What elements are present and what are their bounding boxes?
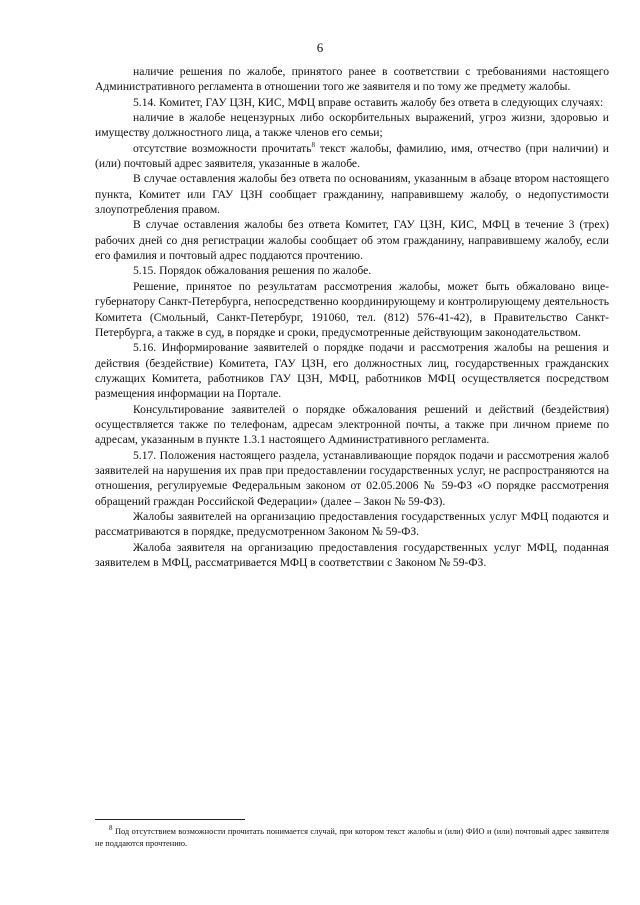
footnote-mark: 8 [109,824,113,833]
paragraph: 5.15. Порядок обжалования решения по жалобе. [133,264,372,278]
paragraph: наличие в жалобе нецензурных либо оскорбительных выражений, угроз жизни, здоровью и имуществу должностного лица, а также членов его семьи; [95,111,609,140]
paragraph-text: текст жалобы, фамилию, имя, отчество (при наличии) и (или) почтовый адрес заявителя, указанные в жалобе. [95,141,609,171]
paragraph: 5.16. Информирование заявителей о порядке подачи и рассмотрения жалобы на решения и действия (бездействие) Комитета, ГАУ ЦЗН, его должностных лиц, государственных гражданских служащих Комитета, работников ГАУ ЦЗН, МФЦ, работников МФЦ осуществляется посредством размещения информации на Портале. [95,341,609,401]
document-body [95,64,609,570]
page-number: 6 [316,40,324,55]
paragraph-text: отсутствие возможности прочитать [133,141,312,155]
footnote-divider [95,819,245,820]
paragraph: Решение, принятое по результатам рассмотрения жалобы, может быть обжаловано вице-губернатору Санкт-Петербурга, непосредственно координирующему и контролирующему деятельность Комитета (Смольный, Санкт-Петербург, 191060, тел. (812) 576-41-42), в Правительство Санкт-Петербурга, а также в суд, в порядке и сроки, предусмотренные действующим законодательством. [95,279,609,339]
paragraph: Жалоба заявителя на организацию предоставления государственных услуг МФЦ, поданная заявителем в МФЦ, рассматривается МФЦ в соответствии с Законом № 59-ФЗ. [95,540,609,569]
paragraph: Жалобы заявителей на организацию предоставления государственных услуг МФЦ подаются и рассматриваются в порядке, предусмотренном Законом № 59-ФЗ. [95,509,609,539]
paragraph: В случае оставления жалобы без ответа Комитет, ГАУ ЦЗН, КИС, МФЦ в течение 3 (трех) рабочих дней со дня регистрации жалобы сообщает об этом гражданину, направившему жалобу, если его фамилия и почтовый адрес поддаются прочтению. [95,218,609,263]
paragraph: 5.14. Комитет, ГАУ ЦЗН, КИС, МФЦ вправе оставить жалобу без ответа в следующих случаях: [133,95,604,109]
footnote-text: Под отсутствием возможности прочитать понимается случай, при котором текст жалобы и (или) ФИО и (или) почтовый адрес заявителя не поддаются прочтению. [95,827,609,848]
paragraph-with-footnote [95,141,609,172]
footnote-reference: 8 [311,140,316,149]
paragraph: 5.17. Положения настоящего раздела, устанавливающие порядок подачи и рассмотрения жалоб заявителей на нарушения их прав при предоставлении государственных услуг, не распространяются на отношения, регулируемые Федеральным законом от 02.05.2006 № 59-ФЗ «О порядке рассмотрения обращений граждан Российской Федерации» (далее – Закон № 59-ФЗ). [95,448,609,508]
paragraph: Консультирование заявителей о порядке обжалования решений и действий (бездействия) осуществляется также по телефонам, адресам электронной почты, а также при личном приеме по адресам, указанным в пункте 1.3.1 настоящего Административного регламента. [95,402,609,447]
paragraph: В случае оставления жалобы без ответа по основаниям, указанным в абзаце втором настоящего пункта, Комитет или ГАУ ЦЗН сообщает гражданину, направившему жалобу, о недопустимости злоупотребления правом. [95,172,609,217]
paragraph: наличие решения по жалобе, принятого ранее в соответствии с требованиями настоящего Административного регламента в отношении того же заявителя и по тому же предмету жалобы. [95,65,609,94]
footnote [95,826,609,849]
